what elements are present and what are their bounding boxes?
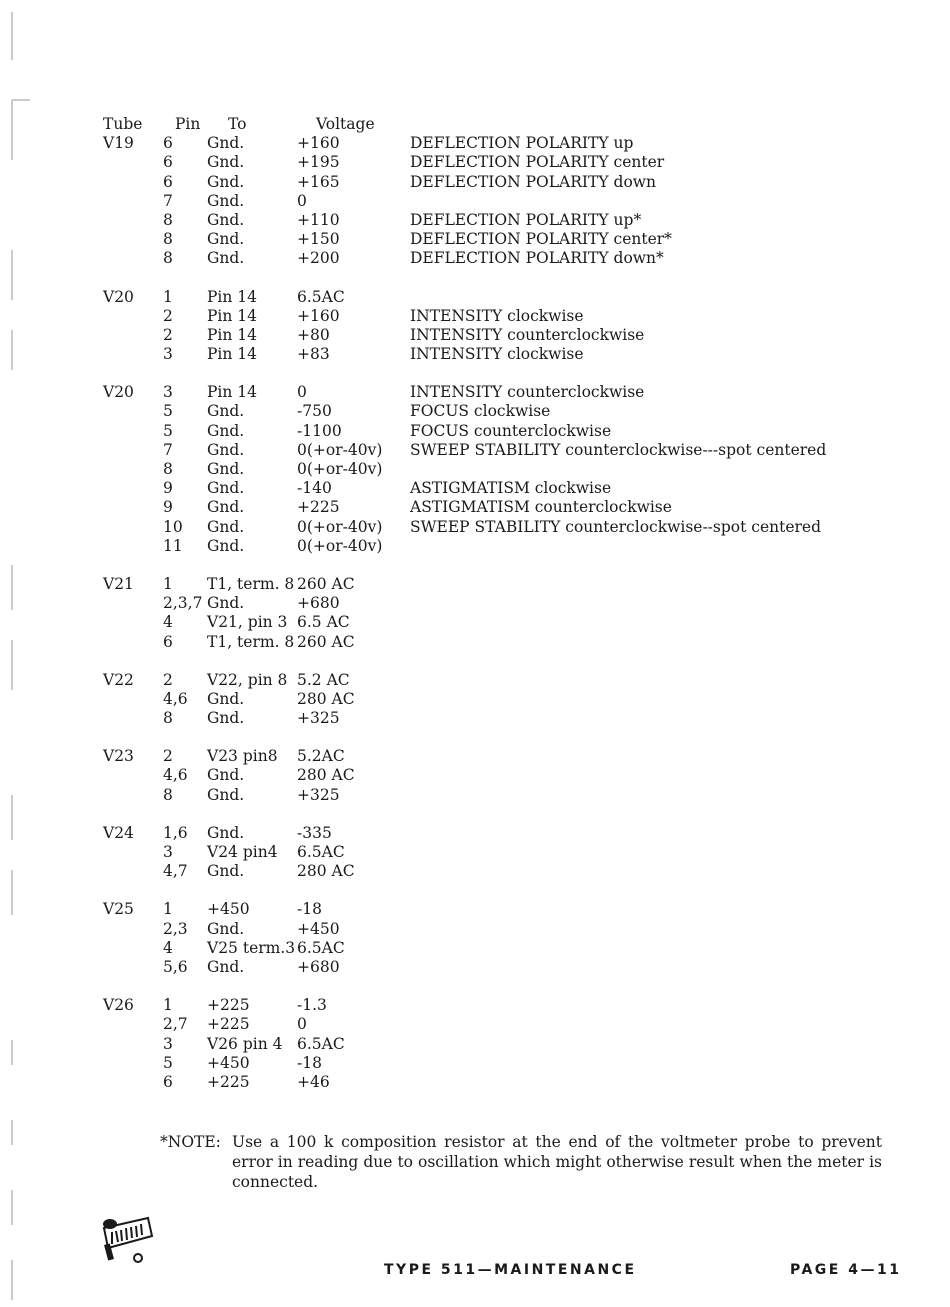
- voltage-cell: +325: [297, 709, 340, 728]
- pin-cell: 1: [163, 996, 173, 1015]
- pin-cell: 8: [163, 785, 173, 804]
- voltage-cell: +195: [297, 153, 340, 172]
- table-row: [103, 402, 923, 421]
- voltage-cell: +200: [297, 249, 340, 268]
- remark-cell: DEFLECTION POLARITY down: [410, 172, 657, 191]
- table-row: [103, 920, 923, 939]
- tube-cell: V20: [103, 287, 134, 306]
- table-row: [103, 153, 923, 172]
- table-row: [103, 766, 923, 785]
- voltage-cell: 5.2AC: [297, 747, 345, 766]
- voltage-cell: 0: [297, 191, 307, 210]
- voltage-cell: 0(+or-40v): [297, 536, 383, 555]
- to-cell: +450: [207, 900, 250, 919]
- to-cell: Gnd.: [207, 153, 245, 172]
- pin-cell: 7: [163, 191, 173, 210]
- table-row: [103, 288, 923, 307]
- table-row: [103, 633, 923, 652]
- voltage-cell: 260 AC: [297, 632, 355, 651]
- to-cell: Pin 14: [207, 383, 258, 402]
- remark-cell: FOCUS clockwise: [410, 402, 551, 421]
- voltage-cell: -140: [297, 479, 332, 498]
- page-number: PAGE 4—11: [790, 1262, 902, 1278]
- to-cell: Gnd.: [207, 785, 245, 804]
- header-tube: Tube: [103, 115, 143, 133]
- remark-cell: FOCUS counterclockwise: [410, 421, 612, 440]
- voltage-cell: -18: [297, 900, 322, 919]
- to-cell: Gnd.: [207, 766, 245, 785]
- voltage-cell: 280 AC: [297, 689, 355, 708]
- pin-cell: 8: [163, 210, 173, 229]
- table-row: [103, 192, 923, 211]
- group-spacer: [103, 269, 923, 288]
- to-cell: V24 pin4: [207, 843, 278, 861]
- table-row: [103, 939, 923, 958]
- voltage-cell: 280 AC: [297, 766, 355, 785]
- voltage-cell: 0(+or-40v): [297, 440, 383, 459]
- pin-cell: 8: [163, 249, 173, 268]
- remark-cell: INTENSITY clockwise: [410, 306, 584, 325]
- to-cell: Gnd.: [207, 460, 245, 478]
- to-cell: Gnd.: [207, 709, 245, 728]
- tektronix-logo-icon: [98, 1214, 154, 1266]
- to-cell: T1, term. 8: [207, 632, 295, 651]
- pin-cell: 1: [163, 574, 173, 593]
- to-cell: Gnd.: [207, 191, 245, 210]
- voltage-cell: 0(+or-40v): [297, 460, 383, 478]
- pin-cell: 1: [163, 900, 173, 919]
- remark-cell: INTENSITY counterclockwise: [410, 383, 645, 402]
- pin-cell: 3: [163, 1034, 173, 1053]
- remark-cell: INTENSITY clockwise: [410, 345, 584, 364]
- tube-cell: V19: [103, 134, 134, 153]
- pin-cell: 2,3,7: [163, 594, 203, 613]
- voltage-cell: +83: [297, 345, 330, 364]
- group-spacer: [103, 977, 923, 996]
- remark-cell: ASTIGMATISM clockwise: [410, 479, 612, 498]
- pin-cell: 5: [163, 421, 173, 440]
- pin-cell: 4,6: [163, 766, 188, 785]
- to-cell: Gnd.: [207, 823, 245, 842]
- voltage-cell: +450: [297, 919, 340, 938]
- voltage-cell: -18: [297, 1053, 322, 1072]
- tube-cell: V26: [103, 996, 134, 1015]
- pin-cell: 1,6: [163, 823, 188, 842]
- to-cell: Gnd.: [207, 517, 245, 536]
- voltage-cell: +110: [297, 210, 340, 229]
- pin-cell: 5: [163, 1053, 173, 1072]
- table-row: [103, 345, 923, 364]
- remark-cell: SWEEP STABILITY counterclockwise--spot centered: [410, 517, 822, 536]
- to-cell: Pin 14: [207, 306, 258, 325]
- pin-cell: 6: [163, 1072, 173, 1091]
- table-row: [103, 326, 923, 345]
- pin-cell: 9: [163, 498, 173, 517]
- group-spacer: [103, 728, 923, 747]
- footer-title: TYPE 511—MAINTENANCE: [384, 1262, 637, 1278]
- table-row: [103, 996, 923, 1015]
- voltage-cell: -335: [297, 823, 332, 842]
- voltage-cell: 6.5AC: [297, 287, 345, 306]
- table-row: [103, 173, 923, 192]
- to-cell: Gnd.: [207, 440, 245, 459]
- pin-cell: 6: [163, 153, 173, 172]
- voltage-cell: -750: [297, 402, 332, 421]
- remark-cell: DEFLECTION POLARITY center*: [410, 230, 672, 249]
- voltage-cell: 5.2 AC: [297, 670, 350, 689]
- pin-cell: 4,7: [163, 862, 188, 881]
- table-row: [103, 1015, 923, 1034]
- tube-cell: V23: [103, 747, 134, 766]
- voltage-cell: +165: [297, 172, 340, 191]
- tube-voltage-table: [103, 115, 923, 1092]
- pin-cell: 5,6: [163, 957, 188, 976]
- header-voltage: Voltage: [316, 115, 375, 133]
- table-row: [103, 307, 923, 326]
- remark-cell: INTENSITY counterclockwise: [410, 325, 645, 344]
- to-cell: +225: [207, 996, 250, 1015]
- table-row: [103, 575, 923, 594]
- voltage-cell: 6.5AC: [297, 1034, 345, 1053]
- pin-cell: 4: [163, 613, 173, 632]
- header-pin: Pin: [175, 115, 201, 133]
- table-row: [103, 671, 923, 690]
- note-text: Use a 100 k composition resistor at the end of the voltmeter probe to prevent error in reading due to oscillation which might otherwise result when the meter is connected.: [232, 1133, 882, 1191]
- voltage-cell: 6.5 AC: [297, 613, 350, 632]
- pin-cell: 9: [163, 479, 173, 498]
- voltage-cell: -1100: [297, 421, 342, 440]
- remark-cell: ASTIGMATISM counterclockwise: [410, 498, 672, 517]
- to-cell: Gnd.: [207, 210, 245, 229]
- table-row: [103, 383, 923, 402]
- table-row: [103, 1073, 923, 1092]
- to-cell: +450: [207, 1053, 250, 1072]
- to-cell: Gnd.: [207, 957, 245, 976]
- group-spacer: [103, 881, 923, 900]
- to-cell: Gnd.: [207, 862, 245, 881]
- voltage-cell: +680: [297, 957, 340, 976]
- table-row: [103, 134, 923, 153]
- group-spacer: [103, 556, 923, 575]
- tube-cell: V25: [103, 900, 134, 919]
- table-header-row: [103, 115, 923, 134]
- voltage-cell: +46: [297, 1072, 330, 1091]
- voltage-cell: 280 AC: [297, 862, 355, 881]
- tube-cell: V21: [103, 574, 134, 593]
- table-row: [103, 709, 923, 728]
- to-cell: V26 pin 4: [207, 1034, 283, 1053]
- pin-cell: 6: [163, 172, 173, 191]
- table-row: [103, 518, 923, 537]
- to-cell: Pin 14: [207, 325, 258, 344]
- header-to: To: [228, 115, 247, 133]
- pin-cell: 6: [163, 134, 173, 153]
- voltage-cell: 260 AC: [297, 574, 355, 593]
- table-row: [103, 537, 923, 556]
- to-cell: V23 pin8: [207, 747, 278, 766]
- table-row: [103, 594, 923, 613]
- table-row: [103, 862, 923, 881]
- to-cell: Gnd.: [207, 402, 245, 421]
- table-row: [103, 230, 923, 249]
- pin-cell: 2: [163, 670, 173, 689]
- to-cell: V21, pin 3: [207, 613, 288, 632]
- pin-cell: 2,3: [163, 919, 188, 938]
- voltage-cell: +160: [297, 306, 340, 325]
- table-row: [103, 613, 923, 632]
- scan-edge-marks: [0, 0, 40, 1307]
- pin-cell: 8: [163, 460, 173, 478]
- voltage-cell: 0: [297, 383, 307, 402]
- voltage-cell: +160: [297, 134, 340, 153]
- to-cell: Gnd.: [207, 249, 245, 268]
- pin-cell: 1: [163, 287, 173, 306]
- to-cell: Gnd.: [207, 498, 245, 517]
- voltage-cell: 6.5AC: [297, 938, 345, 957]
- pin-cell: 10: [163, 517, 183, 536]
- to-cell: Gnd.: [207, 919, 245, 938]
- table-row: [103, 958, 923, 977]
- pin-cell: 5: [163, 402, 173, 421]
- to-cell: Gnd.: [207, 421, 245, 440]
- pin-cell: 11: [163, 536, 183, 555]
- to-cell: Pin 14: [207, 345, 258, 364]
- to-cell: Gnd.: [207, 594, 245, 613]
- table-row: [103, 900, 923, 919]
- table-row: [103, 824, 923, 843]
- remark-cell: DEFLECTION POLARITY up*: [410, 210, 642, 229]
- voltage-cell: 0(+or-40v): [297, 517, 383, 536]
- tube-cell: V24: [103, 823, 134, 842]
- to-cell: V25 term.3: [207, 938, 296, 957]
- table-row: [103, 498, 923, 517]
- table-row: [103, 211, 923, 230]
- pin-cell: 7: [163, 440, 173, 459]
- to-cell: +225: [207, 1015, 250, 1034]
- voltage-cell: +80: [297, 325, 330, 344]
- pin-cell: 8: [163, 230, 173, 249]
- table-row: [103, 422, 923, 441]
- table-row: [103, 460, 923, 479]
- remark-cell: DEFLECTION POLARITY center: [410, 153, 665, 172]
- voltage-cell: +325: [297, 785, 340, 804]
- remark-cell: DEFLECTION POLARITY down*: [410, 249, 664, 268]
- to-cell: Gnd.: [207, 172, 245, 191]
- table-row: [103, 690, 923, 709]
- table-row: [103, 1035, 923, 1054]
- to-cell: V22, pin 8: [207, 670, 288, 689]
- to-cell: Gnd.: [207, 689, 245, 708]
- table-row: [103, 747, 923, 766]
- pin-cell: 4,6: [163, 689, 188, 708]
- voltage-cell: +680: [297, 594, 340, 613]
- to-cell: +225: [207, 1072, 250, 1091]
- voltage-cell: +150: [297, 230, 340, 249]
- to-cell: T1, term. 8: [207, 574, 295, 593]
- pin-cell: 8: [163, 709, 173, 728]
- tube-cell: V20: [103, 383, 134, 402]
- voltage-cell: 0: [297, 1015, 307, 1034]
- to-cell: Gnd.: [207, 536, 245, 555]
- to-cell: Gnd.: [207, 479, 245, 498]
- pin-cell: 2,7: [163, 1015, 188, 1034]
- pin-cell: 3: [163, 843, 173, 861]
- tube-cell: V22: [103, 670, 134, 689]
- remark-cell: DEFLECTION POLARITY up: [410, 134, 634, 153]
- to-cell: Gnd.: [207, 230, 245, 249]
- table-row: [103, 843, 923, 862]
- group-spacer: [103, 652, 923, 671]
- pin-cell: 2: [163, 325, 173, 344]
- table-row: [103, 1054, 923, 1073]
- table-row: [103, 441, 923, 460]
- group-spacer: [103, 805, 923, 824]
- group-spacer: [103, 364, 923, 383]
- to-cell: Gnd.: [207, 134, 245, 153]
- pin-cell: 6: [163, 632, 173, 651]
- to-cell: Pin 14: [207, 287, 258, 306]
- pin-cell: 2: [163, 747, 173, 766]
- table-row: [103, 479, 923, 498]
- note-label: *NOTE:: [160, 1133, 221, 1151]
- voltage-cell: 6.5AC: [297, 843, 345, 861]
- voltage-cell: +225: [297, 498, 340, 517]
- voltage-cell: -1.3: [297, 996, 327, 1015]
- pin-cell: 4: [163, 938, 173, 957]
- pin-cell: 3: [163, 345, 173, 364]
- table-row: [103, 249, 923, 268]
- table-row: [103, 786, 923, 805]
- remark-cell: SWEEP STABILITY counterclockwise---spot centered: [410, 440, 827, 459]
- pin-cell: 3: [163, 383, 173, 402]
- pin-cell: 2: [163, 306, 173, 325]
